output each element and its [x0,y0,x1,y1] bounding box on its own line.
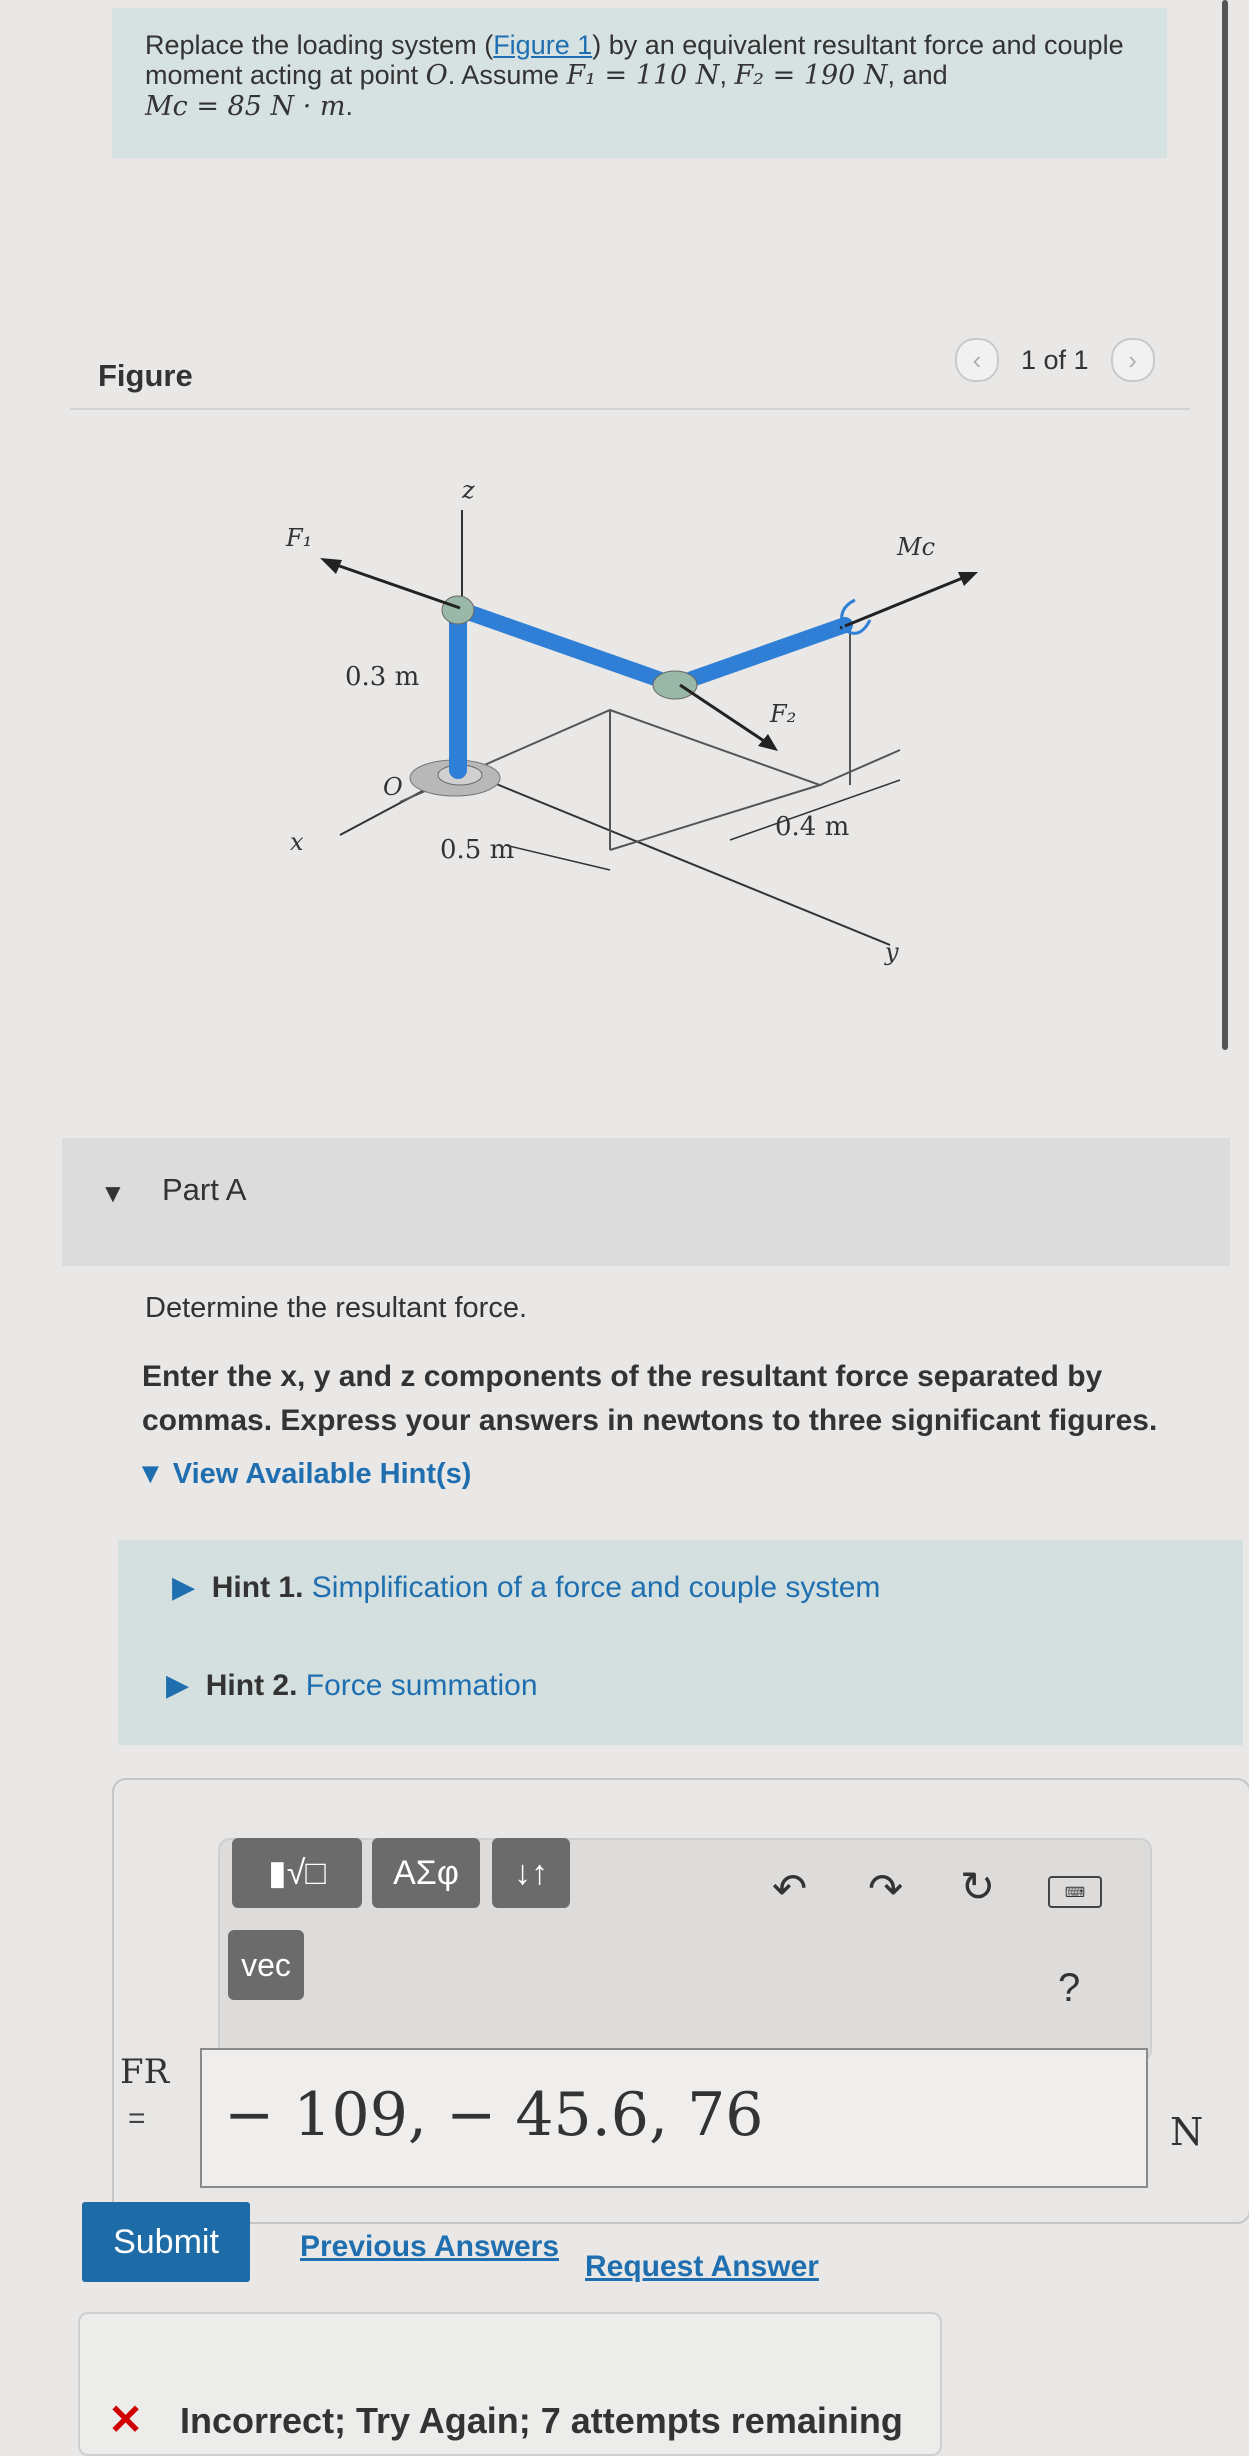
f1-arrow [328,562,460,608]
part-a-title: Part A [162,1172,247,1207]
construction-line [820,750,900,785]
dimension-0-4m: 0.4 m [775,812,850,842]
templates-button[interactable]: ▮√□ [232,1838,362,1908]
elbow-joint [442,596,474,624]
view-hints-toggle[interactable]: ▼ View Available Hint(s) [136,1458,472,1490]
chevron-right-icon[interactable]: › [1111,338,1155,382]
help-icon[interactable]: ? [1058,1966,1081,2010]
figure-divider [70,408,1190,410]
f1-arrowhead [320,558,342,574]
figure-title: Figure [98,358,193,393]
mc-arrowhead [958,572,978,586]
caret-down-icon: ▼ [136,1458,173,1490]
answer-unit: N [1170,2110,1204,2154]
figure-pager [955,338,1155,382]
previous-answers-link[interactable]: Previous Answers [300,2230,559,2263]
part-a-question: Determine the resultant force. [145,1292,528,1324]
feedback-text: Incorrect; Try Again; 7 attempts remaining [180,2400,903,2441]
z-label: z [462,476,475,504]
answer-label: FR [120,2052,170,2092]
o-label: O [383,773,403,801]
part-a-instruction: Enter the x, y and z components of the resultant force separated by commas. Express your answers in newtons to three significant figures. [142,1360,1158,1437]
y-axis [462,770,890,945]
f2-arrowhead [758,734,778,751]
caret-down-icon[interactable]: ▼ [100,1178,126,1208]
caret-right-icon: ▶ [172,1571,204,1604]
angled-pipe [675,625,845,685]
vec-button[interactable]: vec [228,1930,304,2000]
pager-count: 1 of 1 [1021,344,1089,375]
figure-header [0,330,1190,410]
mc-arrow [840,575,970,628]
figure-link[interactable]: Figure 1 [493,30,593,60]
request-answer-link[interactable]: Request Answer [585,2250,819,2283]
hint-1[interactable]: ▶ Hint 1. Simplification of a force and couple system [172,1571,881,1604]
submit-button[interactable]: Submit [82,2202,250,2282]
tee-joint [653,671,697,699]
f2-arrow [680,685,770,745]
problem-statement: Replace the loading system (Figure 1) by an equivalent resultant force and couple moment acting at point O. Assume F₁ = 110 N, F₂ = 190 N, and Mc = 85 N · m. [145,30,1124,122]
caret-right-icon: ▶ [166,1669,198,1702]
x-icon: ✕ [108,2396,144,2443]
y-label: y [885,938,899,966]
f2-label: F₂ [770,700,797,728]
hint-2[interactable]: ▶ Hint 2. Force summation [166,1669,538,1702]
dimension-line [505,845,610,870]
horizontal-pipe [462,610,675,685]
answer-input[interactable]: − 109, − 45.6, 76 [200,2048,1148,2188]
redo-icon[interactable]: ↷ [868,1865,904,1912]
greek-symbols-button[interactable]: ΑΣφ [372,1838,480,1908]
loading-system-figure [280,450,1000,970]
undo-icon[interactable]: ↶ [772,1865,808,1912]
dimension-0-5m: 0.5 m [440,835,515,865]
chevron-left-icon[interactable]: ‹ [955,338,999,382]
equals-sign: = [128,2102,146,2135]
keyboard-icon[interactable]: ⌨ [1048,1876,1102,1908]
dimension-0-3m: 0.3 m [345,662,420,692]
x-label: x [290,828,304,856]
arrows-button[interactable]: ↓↑ [492,1838,570,1908]
f1-label: F₁ [286,524,313,552]
mc-label: Mc [897,533,936,561]
reset-icon[interactable]: ↻ [960,1863,996,1910]
scrollbar[interactable] [1222,0,1228,1050]
